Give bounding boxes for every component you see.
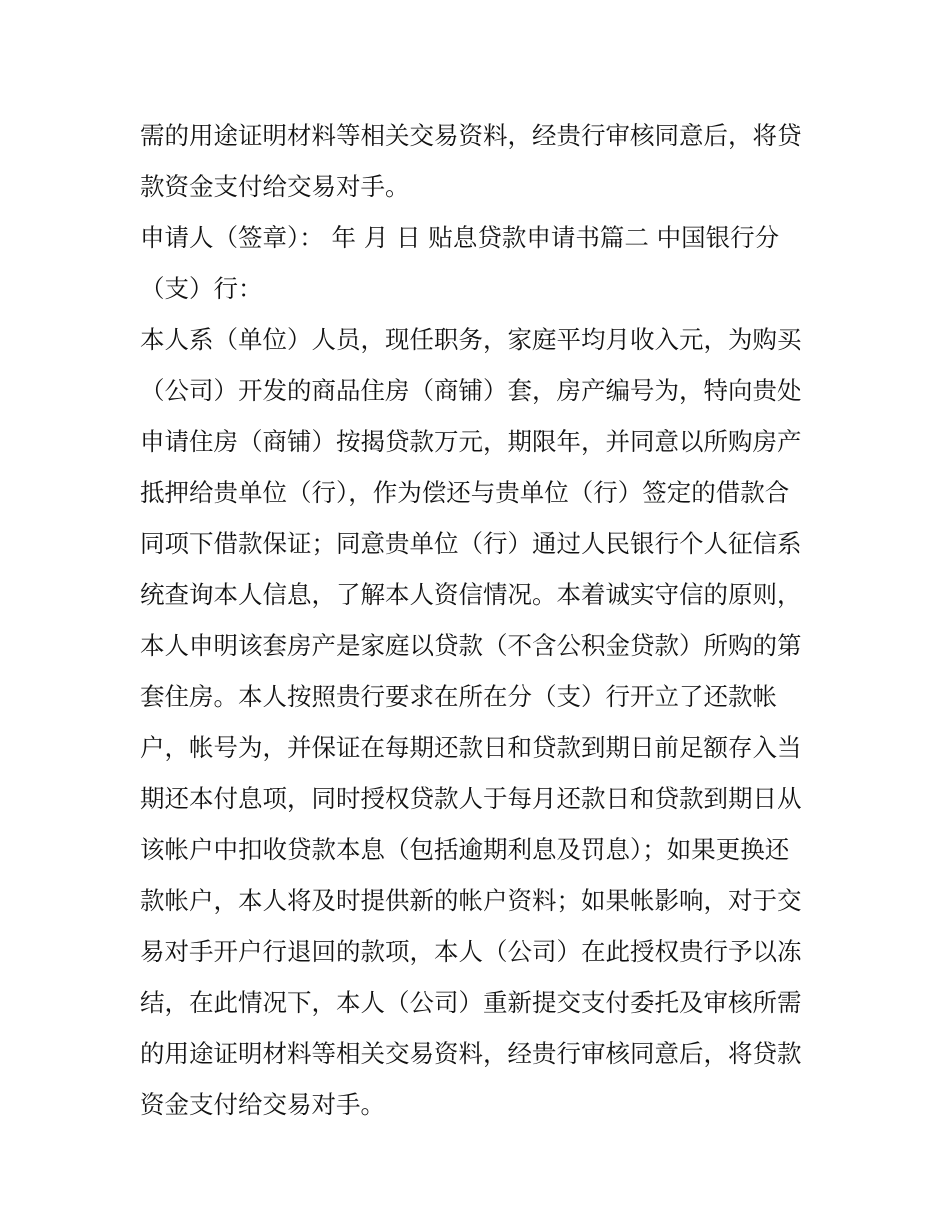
text-line: 资金支付给交易对手。 [140,1090,385,1119]
text-line: 户，帐号为，并保证在每期还款日和贷款到期日前足额存入当 [140,733,802,762]
text-line: （公司）开发的商品住房（商铺）套，房产编号为，特向贵处 [140,376,802,405]
text-line: 套住房。本人按照贵行要求在所在分（支）行开立了还款帐 [140,682,777,711]
text-line: 统查询本人信息，了解本人资信情况。本着诚实守信的原则， [140,580,802,609]
text-line: 本人申明该套房产是家庭以贷款（不含公积金贷款）所购的第 [140,631,802,660]
text-line: 期还本付息项，同时授权贷款人于每月还款日和贷款到期日从 [140,784,802,813]
text-line: 需的用途证明材料等相关交易资料，经贵行审核同意后，将贷 [140,121,802,150]
text-line: 申请人（签章）： 年 月 日 贴息贷款申请书篇二 中国银行分 [140,223,780,252]
text-line: 易对手开户行退回的款项，本人（公司）在此授权贵行予以冻 [140,937,802,966]
text-line: 的用途证明材料等相关交易资料，经贵行审核同意后，将贷款 [140,1039,802,1068]
text-line: 该帐户中扣收贷款本息（包括逾期利息及罚息）；如果更换还 [140,835,790,864]
text-line: 款帐户，本人将及时提供新的帐户资料；如果帐影响，对于交 [140,886,802,915]
text-line: 抵押给贵单位（行），作为偿还与贵单位（行）签定的借款合 [140,478,790,507]
document-body [140,110,820,1130]
text-line: 结，在此情况下，本人（公司）重新提交支付委托及审核所需 [140,988,802,1017]
text-line: 款资金支付给交易对手。 [140,172,410,201]
text-line: （支）行： [140,274,263,303]
text-line: 同项下借款保证；同意贵单位（行）通过人民银行个人征信系 [140,529,802,558]
text-line: 申请住房（商铺）按揭贷款万元，期限年，并同意以所购房产 [140,427,802,456]
text-line: 本人系（单位）人员，现任职务，家庭平均月收入元，为购买 [140,325,802,354]
